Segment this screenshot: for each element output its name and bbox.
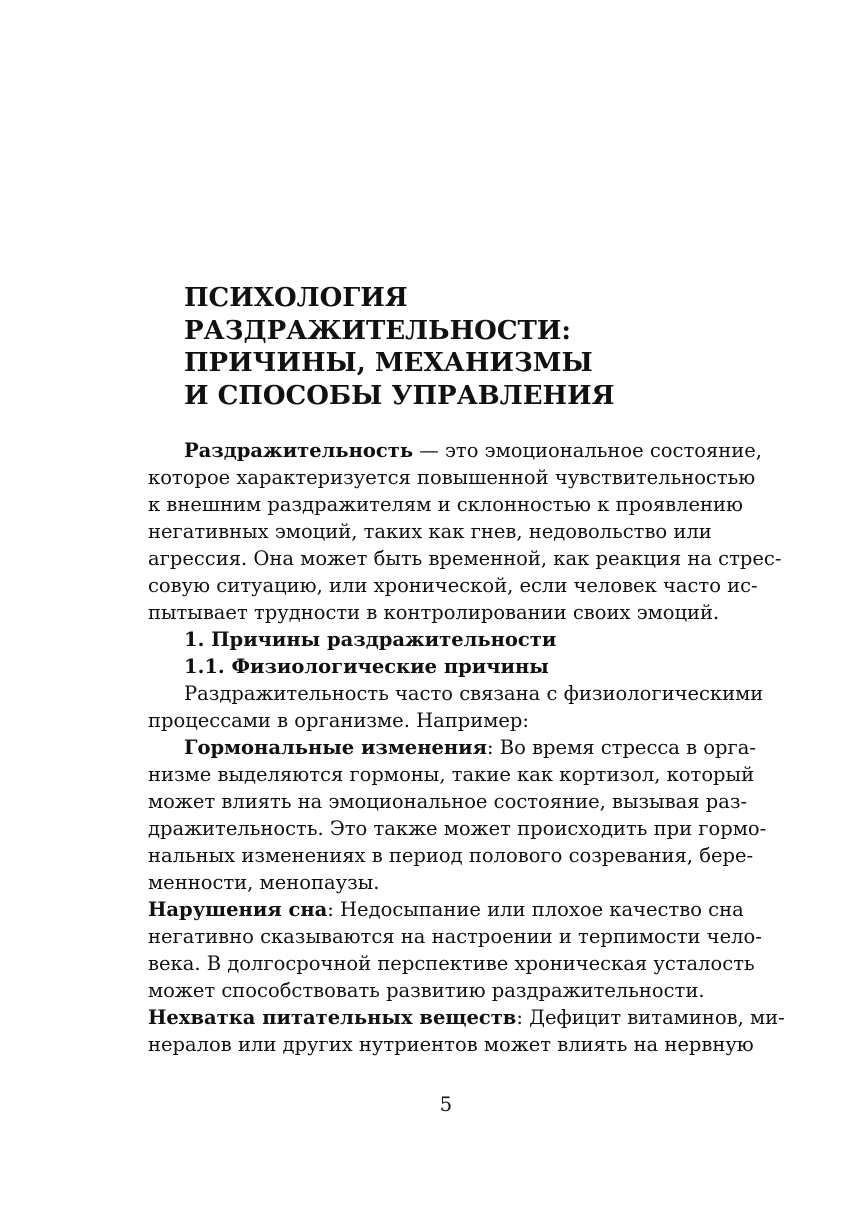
sleep-line: негативно сказываются на настроении и терпимости чело- [148,925,762,948]
section-heading: 1. Причины раздражительности [184,628,557,651]
hormonal-line: нальных изменениях в период полового созревания, бере- [148,844,754,867]
intro-line: негативных эмоций, таких как гнев, недовольство или [148,520,712,543]
intro-line: агрессия. Она может быть временной, как реакция на стрес- [148,547,782,570]
hormonal-line: Гормональные изменения: Во время стресса в орга- [184,736,756,759]
chapter-title [184,282,744,412]
physio-line: процессами в организме. Например: [148,709,529,732]
term-hormonal: Гормональные изменения [184,736,488,759]
hormonal-line: дражительность. Это также может происходить при гормо- [148,817,767,840]
sleep-line: Нарушения сна: Недосыпание или плохое качество сна [148,898,744,921]
subsection-heading: 1.1. Физиологические причины [184,655,549,678]
intro-line: Раздражительность — это эмоциональное состояние, [184,439,763,462]
intro-line: к внешним раздражителям и склонностью к проявлению [148,493,744,516]
sleep-line: века. В долгосрочной перспективе хроническая усталость [148,952,755,975]
intro-line: которое характеризуется повышенной чувствительностью [148,466,756,489]
intro-line: совую ситуацию, или хронической, если человек часто ис- [148,574,758,597]
hormonal-line: менности, менопаузы. [148,871,380,894]
page-number: 5 [439,1093,453,1116]
physio-line: Раздражительность часто связана с физиологическими [184,682,764,705]
nutrients-line: нералов или других нутриентов может влиять на нервную [148,1033,754,1056]
nutrients-line: Нехватка питательных веществ: Дефицит витаминов, ми- [148,1006,785,1029]
body-text [148,437,785,1058]
term-sleep: Нарушения сна [148,898,328,921]
term-irritability: Раздражительность [184,439,414,462]
sleep-line: может способствовать развитию раздражительности. [148,979,705,1002]
term-nutrients: Нехватка питательных веществ [148,1006,517,1029]
intro-line: пытывает трудности в контролировании своих эмоций. [148,601,720,624]
title-line: И СПОСОБЫ УПРАВЛЕНИЯ [184,380,615,411]
title-line: ПСИХОЛОГИЯ [184,283,408,313]
hormonal-line: может влиять на эмоциональное состояние, вызывая раз- [148,790,748,813]
title-line: РАЗДРАЖИТЕЛЬНОСТИ: [184,315,572,346]
hormonal-line: низме выделяются гормоны, такие как кортизол, который [148,763,755,786]
title-line: ПРИЧИНЫ, МЕХАНИЗМЫ [184,348,593,378]
